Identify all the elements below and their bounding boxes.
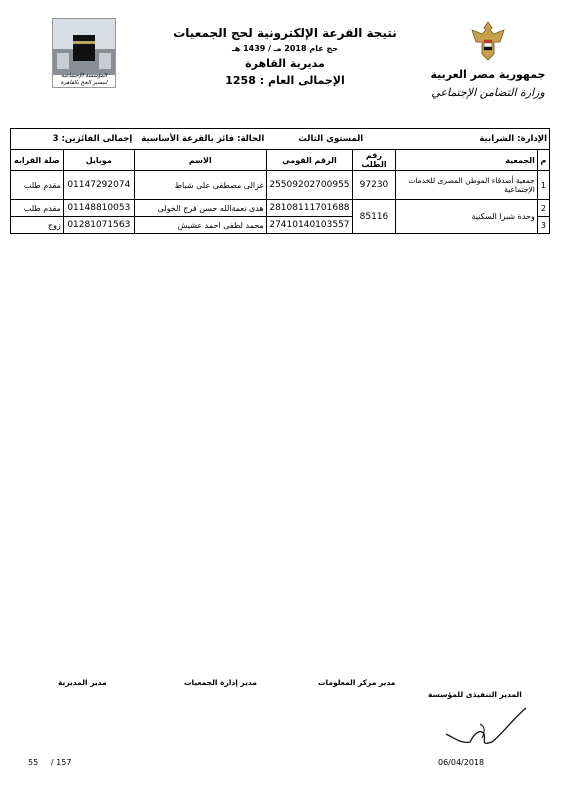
cell-relation: مقدم طلب <box>11 171 64 200</box>
admin-value: الشرابية <box>479 134 515 144</box>
republic-name: جمهورية مصر العربية <box>430 68 546 81</box>
col-association: الجمعية <box>395 150 537 171</box>
hajj-year: حج عام 2018 مـ / 1439 هـ <box>231 44 338 53</box>
cell-request-no: 85116 <box>353 200 396 234</box>
cell-relation: زوج <box>11 217 64 234</box>
directorate-name: مديرية القاهرة <box>245 57 325 70</box>
table-header-row <box>11 150 550 171</box>
signature-icon <box>440 704 530 752</box>
admin-label: الإدارة: <box>517 134 547 144</box>
cell-name: غزالى مصطفى على شباط <box>134 171 266 200</box>
cell-request-no: 97230 <box>353 171 396 200</box>
col-mobile: موبايل <box>63 150 134 171</box>
cell-mobile: 01147292074 <box>63 171 134 200</box>
page-number <box>28 758 71 767</box>
ministry-name: وزارة التضامن الإجتماعي <box>431 86 545 99</box>
directorate-manager-sig: مدير المديرية <box>58 678 107 687</box>
col-national-id: الرقم القومي <box>266 150 352 171</box>
cell-mobile: 01281071563 <box>63 217 134 234</box>
cell-national-id: 25509202700955 <box>266 171 352 200</box>
grand-total <box>150 74 420 87</box>
info-center-manager-sig: مدير مركز المعلومات <box>318 678 396 687</box>
print-date: 06/04/2018 <box>438 758 485 767</box>
cell-national-id: 27410140103557 <box>266 217 352 234</box>
cell-association: وحدة شبرا السكنية <box>395 200 537 234</box>
table-row <box>11 200 550 217</box>
status-value: فائز بالقرعة الأساسية <box>141 134 235 144</box>
col-name: الاسم <box>134 150 266 171</box>
kaaba-caption: المؤسسة الإجتماعية لتيسير الحج بالقاهرة <box>60 73 108 86</box>
cell-relation: مقدم طلب <box>11 200 64 217</box>
page-total: / 157 <box>50 758 72 767</box>
grand-total-label: الإجمالى العام : <box>259 74 345 87</box>
eagle-icon <box>468 20 508 62</box>
cell-m: 2 <box>537 200 549 217</box>
cell-national-id: 28108111701688 <box>266 200 352 217</box>
page-current: 55 <box>28 758 39 767</box>
cell-association: جمعية أصدقاء الموطن المصرى للخدمات الإجتماعية <box>395 171 537 200</box>
cell-name: هدى نعمةالله حسن فرج الخولى <box>134 200 266 217</box>
cell-name: محمد لطفى احمد عشيش <box>134 217 266 234</box>
cell-m: 3 <box>537 217 549 234</box>
col-m: م <box>537 150 549 171</box>
handwritten-signature <box>440 704 530 752</box>
col-request-no: رقم الطلب <box>353 150 396 171</box>
winners-label: إجمالى الفائزين: <box>61 134 133 144</box>
level-label: المستوى الثالث <box>266 129 395 150</box>
cell-m: 1 <box>537 171 549 200</box>
table-row <box>11 171 550 200</box>
col-relation: صلة القرابه <box>11 150 64 171</box>
egypt-eagle-emblem <box>468 20 508 62</box>
winners-table <box>10 128 550 234</box>
table-info-row <box>11 129 550 150</box>
kaaba-logo <box>52 18 116 88</box>
report-title: نتيجة القرعة الإلكترونية لحج الجمعيات <box>173 26 397 40</box>
executive-manager-sig: المدير التنفيذى للمؤسسة <box>428 690 522 699</box>
cell-mobile: 01148810053 <box>63 200 134 217</box>
associations-manager-sig: مدير إدارة الجمعيات <box>184 678 257 687</box>
grand-total-value: 1258 <box>225 74 256 87</box>
status-label: الحالة: <box>237 134 265 144</box>
winners-value: 3 <box>52 134 59 144</box>
